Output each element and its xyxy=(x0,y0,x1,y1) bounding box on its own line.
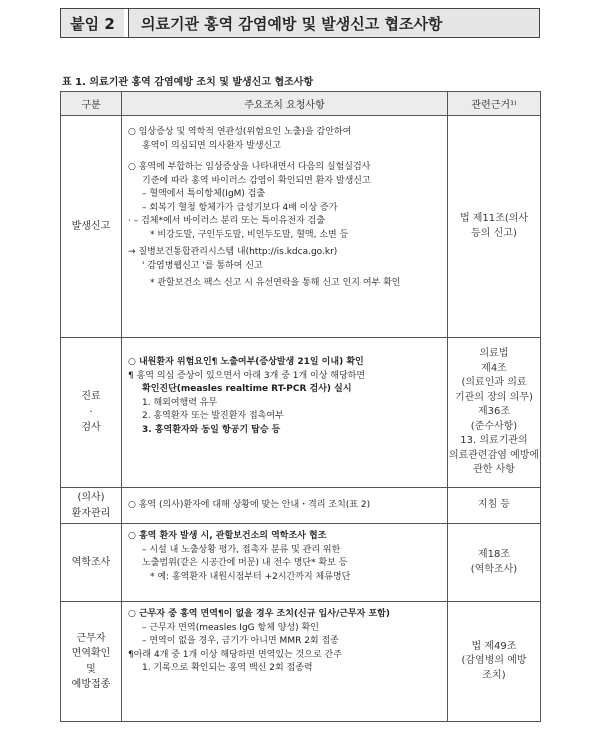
action-line: 확인진단(measles realtime RT-PCR 검사) 실시 xyxy=(142,384,352,394)
table-row xyxy=(61,488,541,524)
action-line: 2. 홍역환자 또는 발진환자 접촉여부 xyxy=(142,411,284,421)
action-line: – 혈액에서 특이항체(IgM) 검출 xyxy=(142,189,266,199)
action-line: ○ 홍역 (의사)환자에 대해 상황에 맞는 안내・격리 조치(표 2) xyxy=(128,499,371,510)
row-basis: 지침 등 xyxy=(448,488,541,524)
action-line: 3. 홍역환자와 동일 항공기 탑승 등 xyxy=(142,424,281,435)
row-category: 진료 · 검사 xyxy=(61,338,122,488)
action-line: 기준에 따라 홍역 바이러스 감염이 확인되면 환자 발생신고 xyxy=(142,175,371,186)
action-line: ○ 홍역 환자 발생 시, 관할보건소의 역학조사 협조 xyxy=(128,531,327,541)
action-line: ¶ 홍역 의심 증상이 있으면서 아래 3개 중 1개 이상 해당하면 xyxy=(128,370,366,381)
table-row xyxy=(61,602,541,722)
action-line: * 비강도말, 구인두도말, 비인두도말, 혈액, 소변 등 xyxy=(150,229,349,240)
action-line: – 면역이 없을 경우, 금기가 아니면 MMR 2회 접종 xyxy=(142,636,339,646)
action-line: · – 검체*에서 바이러스 분리 또는 특이유전자 검출 xyxy=(128,216,326,226)
action-line: ○ 내원환자 위험요인¶ 노출여부(증상발생 21일 이내) 확인 xyxy=(128,357,364,367)
action-line: 1. 해외여행력 유무 xyxy=(142,397,218,408)
row-category: 발생신고 xyxy=(61,116,122,338)
action-line: 1. 기록으로 확인되는 홍역 백신 2회 접종력 xyxy=(142,663,313,673)
table-row xyxy=(61,524,541,602)
attachment-tag: 붙임 2 xyxy=(60,8,124,38)
row-actions xyxy=(122,524,448,602)
action-line: – 근무자 면역(measles IgG 항체 양성) 확인 xyxy=(142,622,319,633)
row-basis: 법 제49조 (감염병의 예방 조치) xyxy=(448,602,541,722)
action-line: ○ 임상증상 및 역학적 연관성(위험요인 노출)을 감안하여 xyxy=(128,127,352,137)
row-actions xyxy=(122,116,448,338)
row-basis: 법 제11조(의사 등의 신고) xyxy=(448,116,541,338)
action-line: – 시설 내 노출상황 평가, 접촉자 분류 및 관리 위한 xyxy=(142,544,341,555)
col-header-basis: 관련근거¹⁾ xyxy=(448,92,541,116)
table-header-row xyxy=(61,92,541,116)
row-category: (의사) 환자관리 xyxy=(61,488,122,524)
action-line: * 예: 홍역환자 내원시점부터 +2시간까지 체류명단 xyxy=(150,571,351,582)
action-line: ○ 근무자 중 홍역 면역¶이 없을 경우 조치(신규 입사/근무자 포함) xyxy=(128,609,390,619)
action-line: 노출범위(같은 시공간에 머문) 내 전수 명단* 확보 등 xyxy=(142,558,348,568)
col-header-category: 구분 xyxy=(61,92,122,116)
row-actions xyxy=(122,338,448,488)
row-category: 역학조사 xyxy=(61,524,122,602)
action-line: * 관할보건소 팩스 신고 시 유선연락을 통해 신고 인지 여부 확인 xyxy=(150,278,401,288)
table-row xyxy=(61,338,541,488)
action-line: – 회복기 혈청 항체가가 급성기보다 4배 이상 증가 xyxy=(142,202,338,213)
attachment-title: 의료기관 홍역 감염예방 및 발생신고 협조사항 xyxy=(128,8,540,38)
col-header-actions: 주요조치 요청사항 xyxy=(122,92,448,116)
table-row xyxy=(61,116,541,338)
attachment-header xyxy=(60,8,540,38)
row-category: 근무자 면역확인 및 예방접종 xyxy=(61,602,122,722)
row-basis: 제18조 (역학조사) xyxy=(448,524,541,602)
row-actions xyxy=(122,488,448,524)
action-line: ○ 홍역에 부합하는 임상증상을 나타내면서 다음의 실험실검사 xyxy=(128,162,371,172)
row-basis: 의료법 제4조 (의료인과 의료 기관의 장의 의무) 제36조 (준수사항) 13. 의료기관의 의료관련감염 예방에 관한 사항 xyxy=(448,338,541,488)
table-caption: 표 1. 의료기관 홍역 감염예방 조치 및 발생신고 협조사항 xyxy=(62,77,314,88)
action-line: → 질병보건통합관리시스템 내(http://is.kdca.go.kr) xyxy=(128,247,338,257)
action-line: 홍역이 의심되면 의사환자 발생신고 xyxy=(142,140,281,151)
measures-table xyxy=(60,91,541,722)
action-line: ' 감염병웹신고 '를 통하여 신고 xyxy=(142,260,263,271)
action-line: ¶아래 4개 중 1개 이상 해당하면 면역있는 것으로 간주 xyxy=(128,649,342,660)
row-actions xyxy=(122,602,448,722)
